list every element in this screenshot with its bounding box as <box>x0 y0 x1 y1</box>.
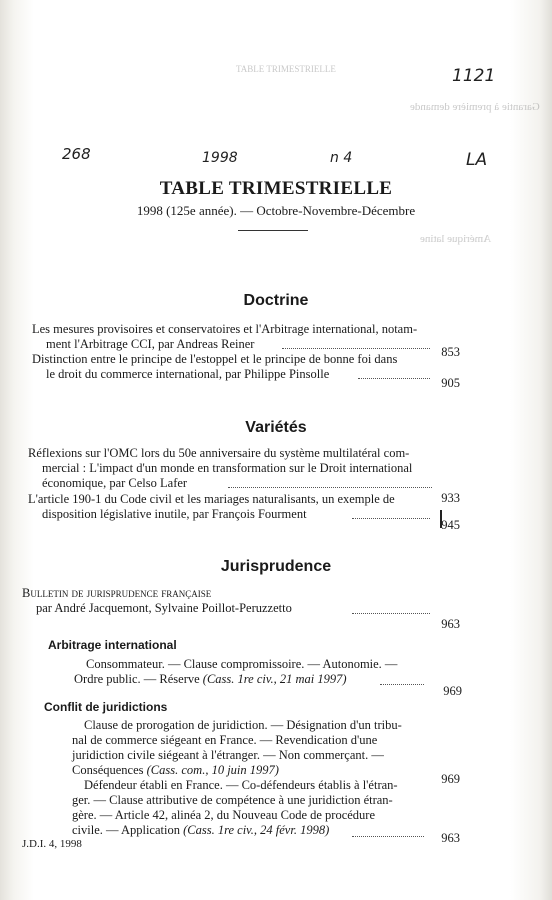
page-subtitle: 1998 (125e année). — Octobre-Novembre-Décembre <box>136 203 416 218</box>
subsection-heading: Conflit de juridictions <box>44 700 168 714</box>
entry-line: économique, par Celso Lafer <box>42 476 188 490</box>
section-heading-varietes: Variétés <box>245 419 307 436</box>
entry-line: ment l'Arbitrage CCI, par Andreas Reiner <box>46 337 255 351</box>
page-number: 853 <box>441 345 460 359</box>
entry-line: juridiction civile siégeant à l'étranger. — Non commerçant. — <box>72 748 384 762</box>
entry-line: par André Jacquemont, Sylvaine Poillot-Peruzzetto <box>36 601 292 615</box>
entry-line: Réflexions sur l'OMC lors du 50e anniversaire du système multilatéral com- <box>28 446 410 460</box>
toc-entry-bulletin <box>22 586 292 616</box>
entry-line: ger. — Clause attributive de compétence à une juridiction étran- <box>72 793 393 807</box>
bleed-header: TABLE TRIMESTRIELLE <box>236 64 336 74</box>
handwritten-number: 1121 <box>452 66 496 86</box>
citation: (Cass. com., 10 juin 1997) <box>146 763 279 777</box>
entry-text: Ordre public. — Réserve <box>74 672 200 686</box>
page-number: 963 <box>441 617 460 631</box>
toc-entry <box>32 352 397 382</box>
page-number: 963 <box>441 831 460 845</box>
entry-line: mercial : L'impact d'un monde en transformation sur le Droit international <box>42 461 413 475</box>
page-footer: J.D.I. 4, 1998 <box>22 838 82 850</box>
entry-line: Consommateur. — Clause compromissoire. — Autonomie. — <box>86 657 398 671</box>
entry-line: nal de commerce siégeant en France. — Revendication d'une <box>72 733 378 747</box>
entry-line: Défendeur établi en France. — Co-défendeurs établis à l'étran- <box>84 778 398 792</box>
entry-line: Les mesures provisoires et conservatoires et l'Arbitrage international, notam- <box>32 322 418 336</box>
toc-entry <box>74 657 398 687</box>
handwritten-issue: n 4 <box>330 150 353 166</box>
page-number: 969 <box>443 684 462 698</box>
bleed-line: Amérique latine <box>420 233 492 245</box>
page-number: 905 <box>441 376 460 390</box>
citation: (Cass. 1re civ., 21 mai 1997) <box>202 672 347 686</box>
page-number: 933 <box>441 491 460 505</box>
dot-leader <box>352 836 424 837</box>
entry-line: le droit du commerce international, par Philippe Pinsolle <box>46 367 330 381</box>
handwritten-number: 268 <box>62 145 91 163</box>
toc-entry <box>28 492 395 522</box>
citation: (Cass. 1re civ., 24 févr. 1998) <box>183 823 330 837</box>
entry-line: Distinction entre le principe de l'estoppel et le principe de bonne foi dans <box>32 352 398 366</box>
entry-line: Clause de prorogation de juridiction. — Désignation d'un tribu- <box>84 718 402 732</box>
bleed-line: Garantie à première demande <box>410 101 540 113</box>
title-divider <box>238 230 308 231</box>
page-title: TABLE TRIMESTRIELLE <box>159 178 393 199</box>
dot-leader <box>380 684 424 685</box>
dot-leader <box>282 348 430 349</box>
toc-entry <box>72 778 398 838</box>
handwritten-year: 1998 <box>202 150 238 166</box>
page-number: 945 <box>441 518 460 532</box>
dot-leader <box>352 613 430 614</box>
entry-line: gère. — Article 42, alinéa 2, du Nouveau Code de procédure <box>72 808 376 822</box>
toc-entry <box>28 446 412 491</box>
dot-leader <box>358 378 430 379</box>
page-number: 969 <box>441 772 460 786</box>
entry-text: civile. — Application <box>72 823 180 837</box>
entry-text: Conséquences <box>72 763 144 777</box>
dot-leader <box>352 518 430 519</box>
entry-line: Bulletin de jurisprudence française <box>22 586 212 600</box>
dot-leader <box>228 487 432 488</box>
section-heading-doctrine: Doctrine <box>243 292 309 309</box>
toc-entry <box>72 718 402 778</box>
entry-line: L'article 190-1 du Code civil et les mariages naturalisants, un exemple de <box>28 492 395 506</box>
entry-line: disposition législative inutile, par François Fourment <box>42 507 307 521</box>
handwritten-initials: LA <box>466 150 488 170</box>
section-heading-jurisprudence: Jurisprudence <box>220 558 332 575</box>
subsection-heading: Arbitrage international <box>48 638 177 652</box>
